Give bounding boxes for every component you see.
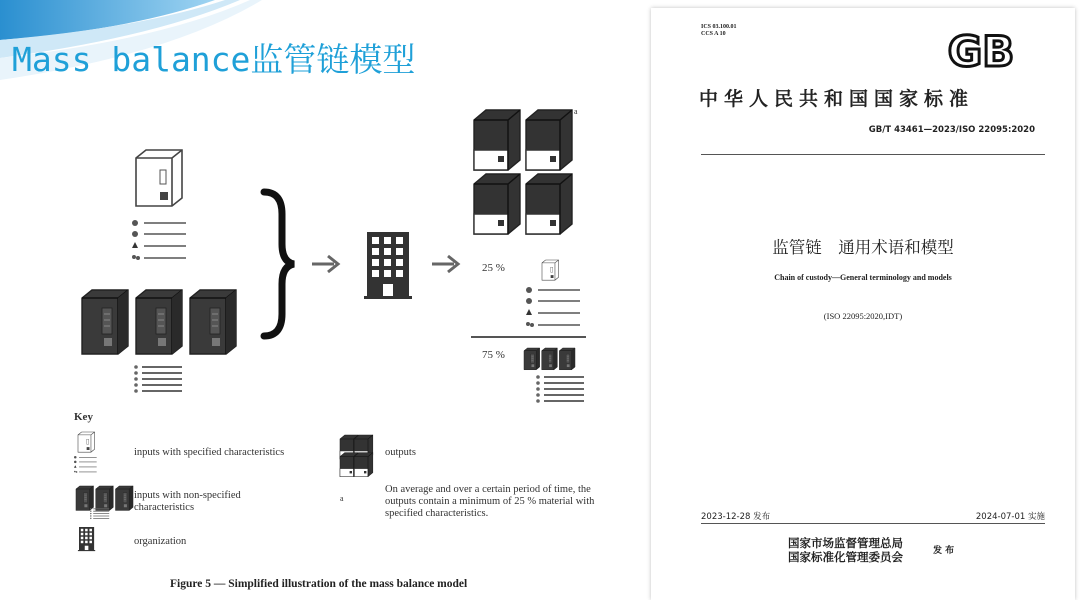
- key-single-container-icon: [78, 432, 95, 452]
- ccs-code: CCS A 10: [701, 31, 726, 37]
- output-container-icon: [526, 174, 572, 234]
- footer-rule: [701, 523, 1045, 524]
- brace-icon: [264, 192, 294, 336]
- key-label-outputs: outputs: [385, 447, 416, 458]
- issuer-2: 国家标准化管理委员会: [788, 550, 903, 564]
- header-rule: [701, 154, 1045, 155]
- figure-panel: [46, 104, 632, 600]
- nonspecified-input-container-icon: [190, 290, 236, 354]
- nonspecified-share-list-icon: [536, 375, 584, 403]
- standard-header: 中华人民共和国国家标准: [699, 88, 975, 110]
- specified-characteristics-list-icon: [132, 220, 186, 260]
- standard-idt: (ISO 22095:2020,IDT): [823, 311, 903, 321]
- nonspecified-bullet-list-icon: [134, 365, 182, 393]
- standard-cover-page: [651, 8, 1075, 600]
- publish-date: 2023-12-28 发布: [701, 512, 771, 522]
- output-container-icon: [526, 110, 572, 170]
- gb-logo: [939, 28, 1023, 72]
- standard-title-cn: 监管链 通用术语和模型: [772, 238, 954, 257]
- slide-title: Mass balance监管链模型: [12, 40, 416, 79]
- gb-logo-text: GB: [947, 28, 1015, 72]
- output-container-icon: [474, 174, 520, 234]
- key-note-text: On average and over a certain period of time, the outputs contain a minimum of 25 % material with specified characteristics.: [385, 484, 595, 519]
- standard-title-en: Chain of custody—General terminology and models: [774, 273, 952, 282]
- share-specified-label: 25 %: [482, 262, 505, 274]
- output-container-icon: [474, 110, 520, 170]
- arrow-right-icon: [432, 256, 458, 272]
- key-heading: Key: [74, 411, 93, 423]
- issuer-1: 国家市场监督管理总局: [788, 536, 903, 550]
- nonspecified-share-containers-icon: [524, 348, 575, 370]
- specified-share-characteristics-icon: [526, 287, 580, 327]
- key-label-specified: inputs with specified characteristics: [134, 447, 285, 458]
- key-note-marker: a: [340, 494, 344, 503]
- key-label-nonspecified: inputs with non-specified characteristics: [134, 490, 241, 513]
- figure-caption: Figure 5 — Simplified illustration of the mass balance model: [170, 578, 468, 590]
- key-characteristics-list-icon: [74, 456, 97, 473]
- nonspecified-input-container-icon: [82, 290, 128, 354]
- specified-input-container-icon: [136, 150, 182, 206]
- specified-share-container-icon: [542, 260, 559, 280]
- implement-date: 2024-07-01 实施: [975, 512, 1045, 522]
- key-output-stack-icon: [340, 435, 373, 477]
- issue-word: 发 布: [933, 546, 955, 556]
- key-triple-container-icon: [76, 486, 133, 510]
- ics-code: ICS 03.100.01: [701, 24, 737, 30]
- arrow-right-icon: [312, 256, 338, 272]
- key-label-organization: organization: [134, 536, 187, 547]
- standard-number: GB/T 43461—2023/ISO 22095:2020: [868, 125, 1035, 135]
- share-nonspecified-label: 75 %: [482, 349, 505, 361]
- nonspecified-input-container-icon: [136, 290, 182, 354]
- mass-balance-diagram: [46, 104, 632, 600]
- organization-building-icon: [364, 232, 412, 299]
- output-note-marker: a: [574, 107, 578, 116]
- key-building-icon: [78, 527, 95, 551]
